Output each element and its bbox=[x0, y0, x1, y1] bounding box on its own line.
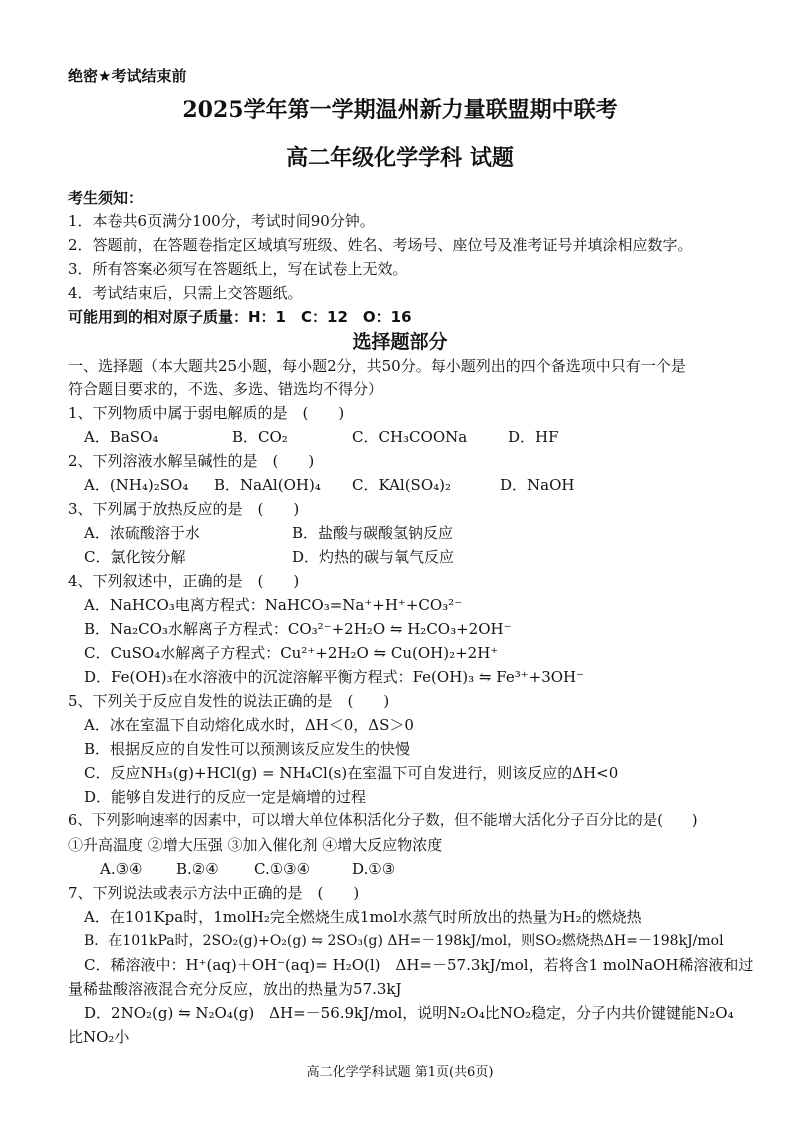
q1-stem: 1、下列物质中属于弱电解质的是 ( ) bbox=[68, 404, 345, 422]
exam-title: 2025学年第一学期温州新力量联盟期中联考 bbox=[182, 97, 618, 123]
q2-option-d: D．NaOH bbox=[500, 476, 575, 494]
q2-option-c: C．KAl(SO₄)₂ bbox=[352, 476, 452, 494]
q3-option-a: A．浓硫酸溶于水 bbox=[84, 524, 200, 542]
q2-stem: 2、下列溶液水解呈碱性的是 ( ) bbox=[68, 452, 315, 470]
exam-subtitle: 高二年级化学学科 试题 bbox=[286, 145, 514, 171]
q4-stem: 4、下列叙述中，正确的是 ( ) bbox=[68, 572, 300, 590]
q3-option-d: D．灼热的碳与氧气反应 bbox=[292, 548, 455, 566]
q4-option-d: D．Fe(OH)₃在水溶液中的沉淀溶解平衡方程式：Fe(OH)₃ ⇋ Fe³⁺+3OH⁻ bbox=[84, 668, 585, 686]
section-title: 选择题部分 bbox=[352, 331, 448, 353]
q7-option-a: A．在101Kpa时，1molH₂完全燃烧生成1mol水蒸气时所放出的热量为H₂的燃烧热 bbox=[84, 908, 642, 926]
q7-option-c-line1: C．稀溶液中：H⁺(aq)＋OH⁻(aq)= H₂O(l) ΔH=－57.3kJ/mol，若将含1 molNaOH稀溶液和过 bbox=[84, 956, 754, 974]
q6-option-a: A.③④ bbox=[100, 860, 143, 878]
q4-option-a: A．NaHCO₃电离方程式：NaHCO₃=Na⁺+H⁺+CO₃²⁻ bbox=[84, 596, 463, 614]
q2-option-b: B．NaAl(OH)₄ bbox=[214, 476, 321, 494]
atomic-mass-note: 可能用到的相对原子质量：H：1 C：12 O：16 bbox=[68, 308, 412, 326]
q5-stem: 5、下列关于反应自发性的说法正确的是 ( ) bbox=[68, 692, 390, 710]
q5-option-a: A．冰在室温下自动熔化成水时，ΔH＜0，ΔS＞0 bbox=[84, 716, 414, 734]
page-footer: 高二化学学科试题 第1页(共6页) bbox=[306, 1065, 494, 1080]
q3-option-b: B．盐酸与碳酸氢钠反应 bbox=[292, 524, 454, 542]
notice-item-3: 3．所有答案必须写在答题纸上，写在试卷上无效。 bbox=[68, 260, 408, 278]
q6-factors: ①升高温度 ②增大压强 ③加入催化剂 ④增大反应物浓度 bbox=[68, 836, 443, 854]
q4-option-b: B．Na₂CO₃水解离子方程式：CO₃²⁻+2H₂O ⇋ H₂CO₃+2OH⁻ bbox=[84, 620, 512, 638]
q7-option-c-line2: 量稀盐酸溶液混合充分反应，放出的热量为57.3kJ bbox=[68, 980, 402, 998]
q7-option-d-line2: 比NO₂小 bbox=[68, 1028, 130, 1046]
q1-option-d: D．HF bbox=[508, 428, 559, 446]
q1-option-c: C．CH₃COONa bbox=[352, 428, 468, 446]
q1-option-b: B．CO₂ bbox=[232, 428, 288, 446]
q7-option-d-line1: D．2NO₂(g) ⇋ N₂O₄(g) ΔH=－56.9kJ/mol，说明N₂O₄比NO₂稳定，分子内共价键键能N₂O₄ bbox=[84, 1004, 734, 1022]
q6-option-d: D.①③ bbox=[352, 860, 396, 878]
q4-option-c: C．CuSO₄水解离子方程式：Cu²⁺+2H₂O ⇋ Cu(OH)₂+2H⁺ bbox=[84, 644, 499, 662]
q3-option-c: C．氯化铵分解 bbox=[84, 548, 186, 566]
q5-option-c: C．反应NH₃(g)+HCl(g) = NH₄Cl(s)在室温下可自发进行，则该反应的ΔH<0 bbox=[84, 764, 619, 782]
q3-stem: 3、下列属于放热反应的是 ( ) bbox=[68, 500, 300, 518]
notice-item-4: 4．考试结束后，只需上交答题纸。 bbox=[68, 284, 303, 302]
q5-option-d: D．能够自发进行的反应一定是熵增的过程 bbox=[84, 788, 367, 806]
notice-item-2: 2．答题前，在答题卷指定区域填写班级、姓名、考场号、座位号及准考证号并填涂相应数字。 bbox=[68, 236, 693, 254]
q6-option-c: C.①③④ bbox=[254, 860, 311, 878]
q7-option-b: B．在101kPa时，2SO₂(g)+O₂(g) ⇋ 2SO₃(g) ΔH=－198kJ/mol，则SO₂燃烧热ΔH=－198kJ/mol bbox=[84, 933, 724, 949]
q5-option-b: B．根据反应的自发性可以预测该反应发生的快慢 bbox=[84, 740, 411, 758]
notice-heading: 考生须知： bbox=[68, 189, 144, 207]
section-instructions-1: 一、选择题（本大题共25小题，每小题2分，共50分。每小题列出的四个备选项中只有一个是 bbox=[68, 357, 686, 375]
q1-option-a: A．BaSO₄ bbox=[84, 428, 159, 446]
q7-stem: 7、下列说法或表示方法中正确的是 ( ) bbox=[68, 884, 360, 902]
section-instructions-2: 符合题目要求的，不选、多选、错选均不得分） bbox=[68, 380, 384, 398]
notice-item-1: 1．本卷共6页满分100分，考试时间90分钟。 bbox=[68, 212, 375, 230]
q6-stem: 6、下列影响速率的因素中，可以增大单位体积活化分子数，但不能增大活化分子百分比的是( ) bbox=[68, 813, 698, 829]
q2-option-a: A．(NH₄)₂SO₄ bbox=[84, 476, 189, 494]
confidential-mark: 绝密★考试结束前 bbox=[68, 67, 187, 85]
q6-option-b: B.②④ bbox=[176, 860, 219, 878]
